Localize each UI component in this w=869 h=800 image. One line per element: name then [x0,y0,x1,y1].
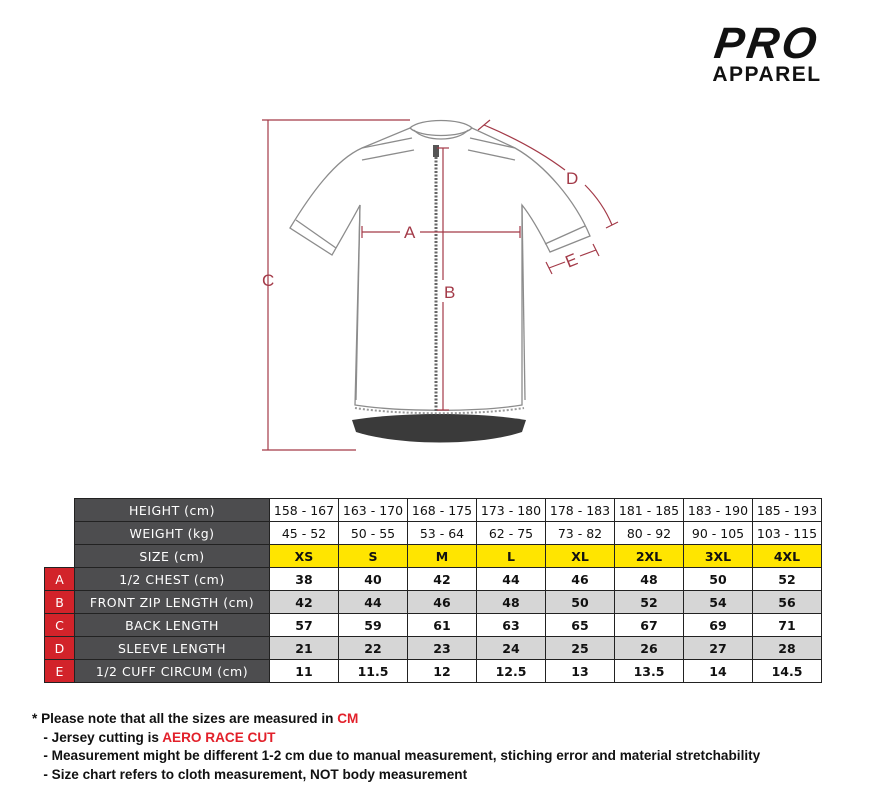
measurement-cell: 23 [408,637,477,660]
height-row-cell: 158 - 167 [270,499,339,522]
row-label: 1/2 CHEST (cm) [75,568,270,591]
size-row-cell: 2XL [615,545,684,568]
measurement-cell: 27 [684,637,753,660]
measurement-cell: 50 [546,591,615,614]
weight-row-cell: 50 - 55 [339,522,408,545]
empty-cell [45,522,75,545]
measurement-cell: 69 [684,614,753,637]
weight-row-cell: 45 - 52 [270,522,339,545]
measurement-row [45,568,822,591]
size-row-label: SIZE (cm) [75,545,270,568]
weight-row-cell: 80 - 92 [615,522,684,545]
empty-cell [45,545,75,568]
weight-row-cell: 53 - 64 [408,522,477,545]
height-row-label: HEIGHT (cm) [75,499,270,522]
brand-logo-bottom: APPAREL [712,63,822,86]
measurement-cell: 54 [684,591,753,614]
note-line-4: - Size chart refers to cloth measurement, NOT body measurement [43,766,468,782]
measurement-cell: 26 [615,637,684,660]
row-label: FRONT ZIP LENGTH (cm) [75,591,270,614]
measurement-cell: 50 [684,568,753,591]
measurement-cell: 48 [477,591,546,614]
note-line-2: - Jersey cutting is AERO RACE CUT [43,729,276,745]
jersey-outline [290,128,590,410]
measurement-cell: 28 [753,637,822,660]
measurement-cell: 61 [408,614,477,637]
measurement-row [45,660,822,683]
measurement-cell: 40 [339,568,408,591]
empty-cell [45,499,75,522]
measurement-cell: 59 [339,614,408,637]
measurement-row [45,614,822,637]
row-label: SLEEVE LENGTH [75,637,270,660]
weight-row-cell: 90 - 105 [684,522,753,545]
measurement-cell: 65 [546,614,615,637]
brand-logo-top: PRO [711,19,823,68]
measurement-cell: 71 [753,614,822,637]
weight-row-cell: 73 - 82 [546,522,615,545]
measurement-cell: 11 [270,660,339,683]
measurement-cell: 25 [546,637,615,660]
size-row-cell: 3XL [684,545,753,568]
row-label: BACK LENGTH [75,614,270,637]
label-b: B [444,283,456,302]
height-row-cell: 178 - 183 [546,499,615,522]
note-line-3: - Measurement might be different 1-2 cm due to manual measurement, stiching error and material stretchability [43,748,761,763]
measurement-cell: 21 [270,637,339,660]
measurement-row [45,637,822,660]
size-chart-table [44,498,822,683]
measurement-cell: 44 [339,591,408,614]
measurement-cell: 42 [270,591,339,614]
height-row-cell: 168 - 175 [408,499,477,522]
row-letter: A [45,568,75,591]
measurement-cell: 14 [684,660,753,683]
size-row-cell: L [477,545,546,568]
height-row-cell: 181 - 185 [615,499,684,522]
weight-row [45,522,822,545]
measurement-cell: 52 [753,568,822,591]
height-row-cell: 173 - 180 [477,499,546,522]
measurement-cell: 13 [546,660,615,683]
weight-row-label: WEIGHT (kg) [75,522,270,545]
measurement-cell: 52 [615,591,684,614]
row-letter: D [45,637,75,660]
measurement-cell: 63 [477,614,546,637]
label-d: D [566,169,579,188]
measurement-cell: 44 [477,568,546,591]
height-row-cell: 163 - 170 [339,499,408,522]
weight-row-cell: 62 - 75 [477,522,546,545]
measurement-cell: 46 [408,591,477,614]
measurement-row [45,591,822,614]
size-row-cell: XS [270,545,339,568]
measurement-cell: 24 [477,637,546,660]
measurement-cell: 48 [615,568,684,591]
size-row [45,545,822,568]
measurement-cell: 42 [408,568,477,591]
notes [32,710,760,784]
row-label: 1/2 CUFF CIRCUM (cm) [75,660,270,683]
measurement-cell: 46 [546,568,615,591]
measurement-cell: 56 [753,591,822,614]
note-highlight-cm: CM [337,711,359,726]
note-highlight-cut: AERO RACE CUT [162,729,276,745]
measurement-cell: 12.5 [477,660,546,683]
height-row-cell: 183 - 190 [684,499,753,522]
measurement-cell: 12 [408,660,477,683]
label-a: A [404,223,416,242]
label-c: C [262,271,275,290]
row-letter: C [45,614,75,637]
measurement-cell: 57 [270,614,339,637]
row-letter: B [45,591,75,614]
measurement-cell: 13.5 [615,660,684,683]
jersey-waistband [352,414,526,443]
height-row-cell: 185 - 193 [753,499,822,522]
size-row-cell: S [339,545,408,568]
size-row-cell: M [408,545,477,568]
size-row-cell: XL [546,545,615,568]
label-e: E [562,249,581,272]
measurement-cell: 14.5 [753,660,822,683]
weight-row-cell: 103 - 115 [753,522,822,545]
row-letter: E [45,660,75,683]
measurement-cell: 11.5 [339,660,408,683]
measurement-cell: 22 [339,637,408,660]
size-row-cell: 4XL [753,545,822,568]
measurement-cell: 67 [615,614,684,637]
note-line-1: * Please note that all the sizes are measured in CM [32,711,359,726]
height-row [45,499,822,522]
measurement-cell: 38 [270,568,339,591]
